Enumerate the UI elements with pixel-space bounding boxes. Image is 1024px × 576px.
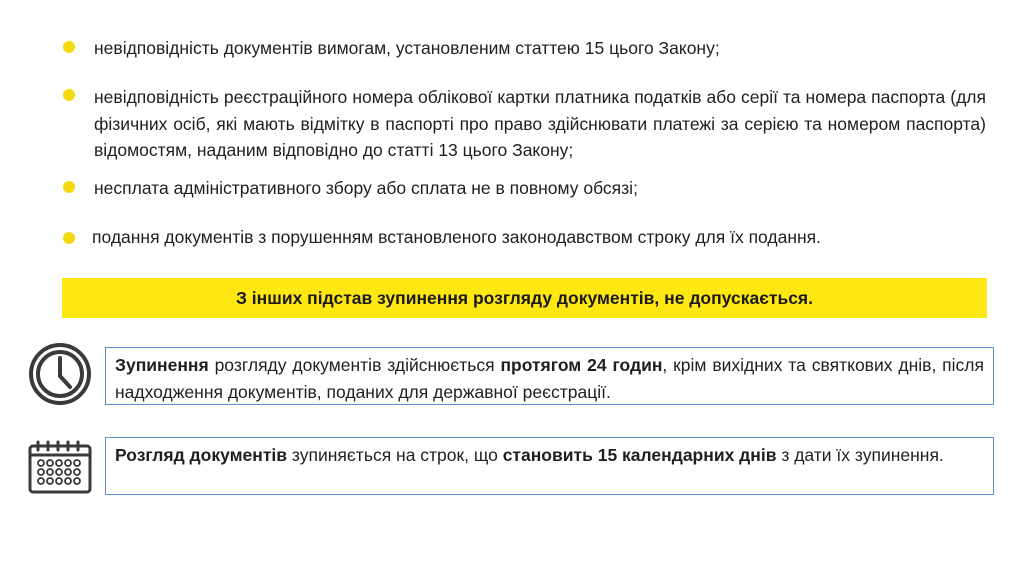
bullet-dot bbox=[63, 181, 75, 193]
bullet-dot bbox=[63, 232, 75, 244]
calendar-icon bbox=[28, 440, 92, 494]
box1-bold-1: Зупинення bbox=[115, 355, 209, 375]
box1-text-2: , крім вихідних та святкових днів, після надходження документів, поданих для державної реєстрації. bbox=[115, 355, 984, 402]
clock-icon bbox=[28, 342, 92, 406]
highlight-banner bbox=[62, 278, 987, 318]
bullet-item-3: несплата адміністративного збору або сплата не в повному обсязі; bbox=[94, 178, 638, 198]
box2-bold-2: становить 15 календарних днів bbox=[502, 445, 777, 465]
bullet-dot bbox=[63, 41, 75, 53]
bullet-item-4-text: подання документів з порушенням встановленого законодавством строку для їх подання. bbox=[92, 227, 822, 247]
bullet-item-2: невідповідність реєстраційного номера облікової картки платника податків або серії та номера паспорта (для фізичних осіб, які мають відмітку в паспорті про право здійснювати платежі за серією та номером паспорта) відомостям, наданим відповідно до статті 13 цього Закону; bbox=[94, 87, 986, 160]
box2-text-2: з дати їх зупинення. bbox=[776, 445, 944, 465]
bullet-item-4 bbox=[88, 224, 868, 251]
box2-text-1: зупиняється на строк, що bbox=[287, 445, 503, 465]
box2-bold-1: Розгляд документів bbox=[115, 445, 288, 465]
banner-text: З інших підстав зупинення розгляду документів, не допускається. bbox=[235, 287, 814, 308]
box1-bold-2: протягом 24 годин bbox=[500, 355, 663, 375]
info-box-suspension bbox=[105, 347, 994, 405]
bullet-dot bbox=[63, 89, 75, 101]
bullet-item-1: невідповідність документів вимогам, установленим статтею 15 цього Закону; bbox=[94, 38, 720, 58]
box1-text-1: розгляду документів здійснюється bbox=[208, 355, 501, 375]
info-box-review-period bbox=[105, 437, 994, 495]
